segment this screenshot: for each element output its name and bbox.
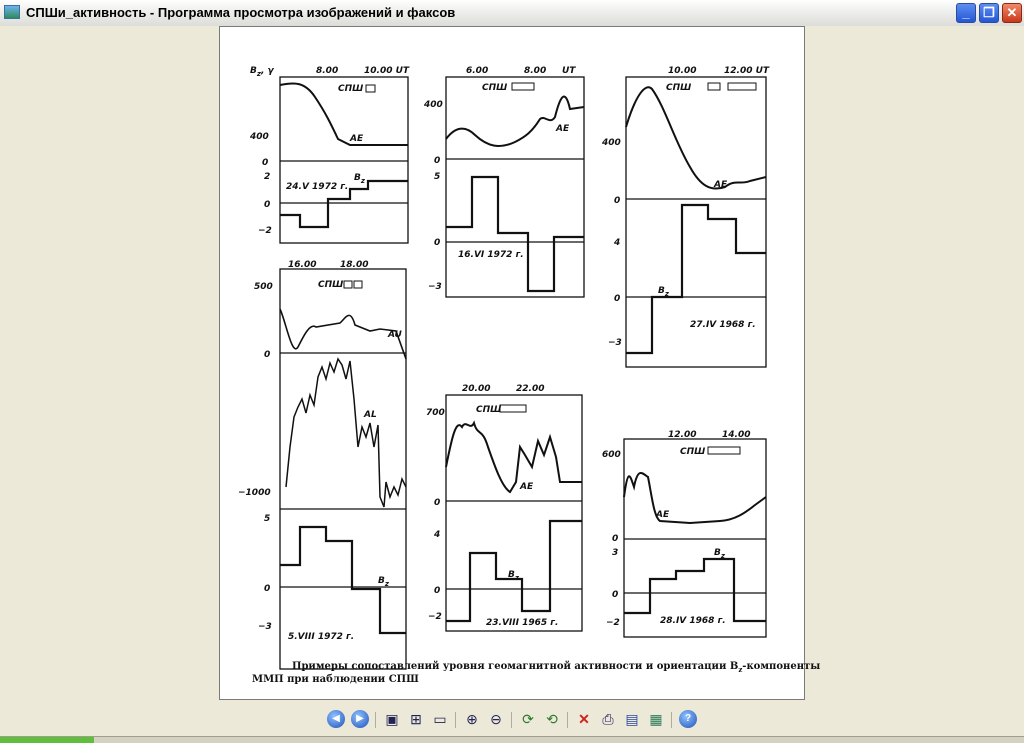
panel-6-ae-curve xyxy=(624,473,766,523)
panel-3-spsh-label: СПШ xyxy=(666,83,692,93)
panel-5-y-0: 0 xyxy=(434,498,441,508)
panel-4-frame xyxy=(280,269,406,669)
panel-5-tick-0: 20.00 xyxy=(462,384,491,394)
panel-2-bz-y-neg3: −3 xyxy=(428,282,442,292)
panel-6-ae-label: AE xyxy=(656,510,670,520)
actual-size-icon[interactable]: ⊞ xyxy=(410,711,422,727)
window-title: СПШи_активность - Программа просмотра изображений и факсов xyxy=(26,5,456,20)
panel-5-bz-y-4: 4 xyxy=(434,530,441,540)
panel-3-bz-y-neg3: −3 xyxy=(608,338,622,348)
zoom-out-icon[interactable]: ⊖ xyxy=(490,711,502,727)
panel-1-date: 24.V 1972 г. xyxy=(286,182,349,192)
toolbar-separator xyxy=(375,712,376,728)
panel-4-y-500: 500 xyxy=(254,282,273,292)
panel-3-bz-y-4: 4 xyxy=(614,238,621,248)
panel-5-bz-y-neg2: −2 xyxy=(428,612,442,622)
panel-4-date: 5.VIII 1972 г. xyxy=(288,632,355,642)
panel-5-ae-label: AE xyxy=(520,482,534,492)
panel-3-tick-0: 10.00 xyxy=(668,66,697,76)
panel-3-y-400: 400 xyxy=(602,138,621,148)
minimize-button[interactable]: _ xyxy=(956,3,976,23)
panel-5-y-700: 700 xyxy=(426,408,445,418)
panel-2-tick-0: 6.00 xyxy=(466,66,489,76)
save-icon[interactable]: ▤ xyxy=(625,711,639,727)
panel-2-bz-y-0: 0 xyxy=(434,238,441,248)
panel-2-y-0: 0 xyxy=(434,156,441,166)
panel-6-y-0: 0 xyxy=(612,534,619,544)
zoom-in-icon[interactable]: ⊕ xyxy=(466,711,478,727)
toolbar-separator xyxy=(511,712,512,728)
panel-5-date: 23.VIII 1965 г. xyxy=(486,618,559,628)
panel-6-frame xyxy=(624,439,766,637)
panel-1-bz-y-2: 2 xyxy=(264,172,271,182)
panel-3-date: 27.IV 1968 г. xyxy=(690,320,756,330)
panel-4-tick-1: 18.00 xyxy=(340,260,369,270)
panel-6-bz-y-0: 0 xyxy=(612,590,619,600)
app-icon xyxy=(4,5,20,19)
panel-1-bz-label: $B_z$ xyxy=(354,173,365,185)
start-button-edge[interactable] xyxy=(0,737,94,743)
panel-1-tick-1: 10.00 UT xyxy=(364,66,410,76)
panel-1-bz-y-0: 0 xyxy=(264,200,271,210)
panel-1-ylabel: $B_z$, γ xyxy=(250,66,274,78)
panel-2-date: 16.VI 1972 г. xyxy=(458,250,524,260)
panel-3-tick-1: 12.00 UT xyxy=(724,66,770,76)
panel-4-bz-y-neg3: −3 xyxy=(258,622,272,632)
toolbar-separator xyxy=(567,712,568,728)
viewer-toolbar xyxy=(0,706,1024,734)
panel-6-y-600: 600 xyxy=(602,450,621,460)
panel-1-y-0: 0 xyxy=(262,158,269,168)
previous-image-button[interactable]: ◀ xyxy=(327,710,345,728)
panel-3-bz-label: $B_z$ xyxy=(658,286,669,298)
panel-3-y-0: 0 xyxy=(614,196,621,206)
panel-1-y-400: 400 xyxy=(250,132,269,142)
panel-4-y-0: 0 xyxy=(264,350,271,360)
panel-5-frame xyxy=(446,395,582,631)
delete-icon[interactable]: ✕ xyxy=(578,711,590,727)
panel-5-bz-y-0: 0 xyxy=(434,586,441,596)
help-icon[interactable]: ? xyxy=(679,710,697,728)
panel-6-bz-y-3: 3 xyxy=(612,548,619,558)
panel-2-tick-2: UT xyxy=(562,66,576,76)
panel-6-date: 28.IV 1968 г. xyxy=(660,616,726,626)
panel-4-al-curve xyxy=(286,359,406,507)
panel-2-spsh-label: СПШ xyxy=(482,83,508,93)
taskbar-strip xyxy=(0,736,1024,743)
panel-5-tick-1: 22.00 xyxy=(516,384,545,394)
panel-3-bz-steps xyxy=(626,205,766,353)
panel-4-bz-y-0: 0 xyxy=(264,584,271,594)
panel-3-ae-label: AE xyxy=(714,180,728,190)
panel-4-bz-label: $B_z$ xyxy=(378,576,389,588)
panel-2-bz-steps xyxy=(446,177,584,291)
rotate-clockwise-icon[interactable]: ⟳ xyxy=(522,711,534,727)
panel-4-au-label: AU xyxy=(388,330,402,340)
panel-4-spsh-label: СПШ xyxy=(318,280,344,290)
panel-6-tick-0: 12.00 xyxy=(668,430,697,440)
restore-button[interactable]: ❐ xyxy=(979,3,999,23)
panel-2-ae-label: AE xyxy=(556,124,570,134)
close-button[interactable]: ✕ xyxy=(1002,3,1022,23)
next-image-button[interactable]: ▶ xyxy=(351,710,369,728)
panel-1-bz-y-neg2: −2 xyxy=(258,226,272,236)
panel-1-spsh-label: СПШ xyxy=(338,84,364,94)
panel-2-tick-1: 8.00 xyxy=(524,66,547,76)
panel-4-tick-0: 16.00 xyxy=(288,260,317,270)
rotate-counterclockwise-icon[interactable]: ⟲ xyxy=(546,711,558,727)
figure-caption-line2: ММП при наблюдении СПШ xyxy=(252,674,419,685)
best-fit-icon[interactable]: ▣ xyxy=(385,711,399,727)
panel-2-bz-y-5: 5 xyxy=(434,172,441,182)
panel-6-tick-1: 14.00 xyxy=(722,430,751,440)
panel-4-bz-y-5: 5 xyxy=(264,514,271,524)
figure-caption-line1: Примеры сопоставлений уровня геомагнитной активности и ориентации $B_z$-компоненты xyxy=(292,661,821,674)
panel-2-frame xyxy=(446,77,584,297)
panel-6-bz-steps xyxy=(624,559,766,621)
panel-5-spsh-label: СПШ xyxy=(476,405,502,415)
slideshow-icon[interactable]: ▭ xyxy=(433,711,447,727)
figure-panels xyxy=(220,27,821,701)
panel-2-ae-curve xyxy=(446,97,584,146)
toolbar-separator xyxy=(671,712,672,728)
toolbar-separator xyxy=(455,712,456,728)
panel-2-y-400: 400 xyxy=(424,100,443,110)
open-editor-icon[interactable]: ▦ xyxy=(649,711,663,727)
panel-3-ae-curve xyxy=(626,87,766,188)
print-icon[interactable]: ⎙ xyxy=(602,711,614,727)
panel-6-spsh-label: СПШ xyxy=(680,447,706,457)
panel-4-al-label: AL xyxy=(364,410,377,420)
panel-6-bz-y-neg2: −2 xyxy=(606,618,620,628)
title-bar xyxy=(0,0,1024,27)
panel-1-tick-0: 8.00 xyxy=(316,66,339,76)
panel-5-ae-curve xyxy=(446,423,582,492)
panel-4-y-neg1000: −1000 xyxy=(238,488,271,498)
panel-1-ae-label: AE xyxy=(350,134,364,144)
panel-5-bz-label: $B_z$ xyxy=(508,570,519,582)
panel-3-bz-y-0: 0 xyxy=(614,294,621,304)
panel-6-bz-label: $B_z$ xyxy=(714,548,725,560)
image-viewer-area xyxy=(0,26,1024,706)
scanned-page xyxy=(219,26,821,700)
